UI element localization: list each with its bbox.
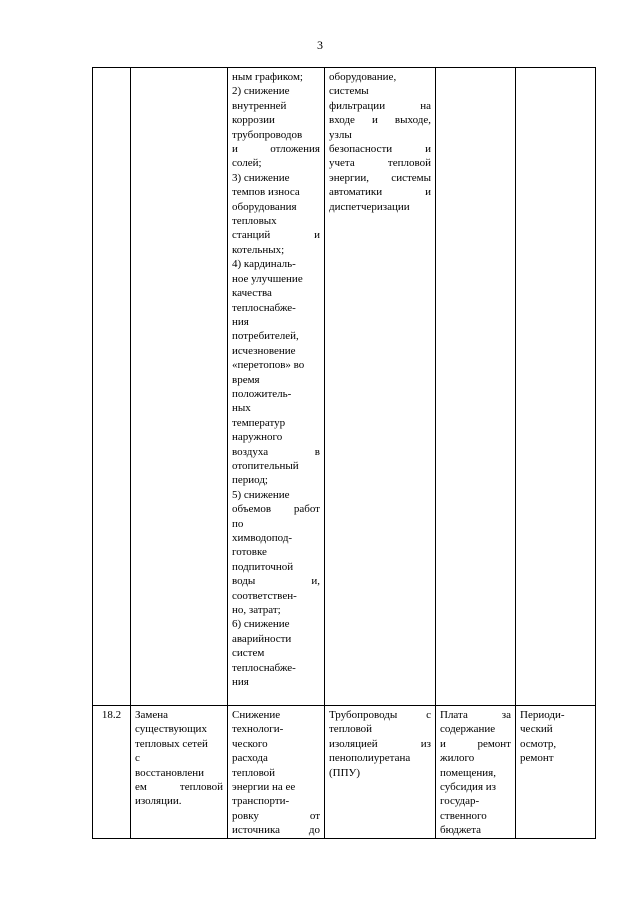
cell-text-line: ным графиком; bbox=[232, 71, 303, 83]
cell-text-line: температур bbox=[232, 416, 286, 429]
cell-text-line: расхода bbox=[232, 752, 268, 765]
cell-text-line: восстановлени bbox=[135, 766, 205, 779]
cell-text-line: систем bbox=[232, 647, 265, 660]
cell-text-line: и отложения bbox=[232, 143, 320, 156]
cell-text-line: внутренней bbox=[232, 99, 287, 112]
cell-text-line: но, затрат; bbox=[232, 604, 281, 617]
row-number-cell: 18.2 bbox=[93, 706, 131, 839]
cell-text-line: теплоснабже- bbox=[232, 661, 296, 674]
cell-text-line: тепловой bbox=[232, 766, 276, 779]
effect-cell bbox=[228, 706, 325, 839]
cell-text-line: воздуха в bbox=[232, 445, 320, 458]
cell-text-line: содержание bbox=[440, 723, 496, 736]
cell-text-line: качества bbox=[232, 287, 272, 300]
cell-text-line: по bbox=[232, 517, 244, 530]
funding-cell bbox=[436, 68, 516, 706]
cell-text-line: Снижение bbox=[232, 709, 281, 721]
cell-text-line: субсидия из bbox=[440, 781, 496, 794]
cell-text-line: Плата за bbox=[440, 709, 511, 721]
cell-text-line: Замена bbox=[135, 709, 169, 721]
maintenance-cell bbox=[516, 68, 596, 706]
cell-text-line: 3) снижение bbox=[232, 171, 290, 184]
funding-cell bbox=[436, 706, 516, 839]
cell-text-line: станций и bbox=[232, 229, 320, 242]
cell-text-line: химводопод- bbox=[232, 532, 293, 544]
cell-text-line: оборудование, bbox=[329, 71, 397, 83]
cell-text-line: потребителей, bbox=[232, 330, 299, 343]
cell-text-line: ческого bbox=[232, 737, 268, 750]
cell-text-line: ния bbox=[232, 315, 249, 328]
effect-cell bbox=[228, 68, 325, 706]
cell-text-line: Периоди- bbox=[520, 709, 565, 721]
cell-text-line: тепловых bbox=[232, 215, 277, 228]
cell-text-line: безопасности и bbox=[329, 143, 431, 156]
cell-text-line: котельных; bbox=[232, 243, 285, 256]
cell-text-line: фильтрации на bbox=[329, 99, 431, 112]
cell-text-line: источника до bbox=[232, 824, 320, 837]
cell-text-line: системы bbox=[329, 85, 369, 98]
page-number: 3 bbox=[317, 38, 323, 52]
cell-text-line: период; bbox=[232, 474, 268, 487]
cell-text-line: с bbox=[135, 752, 140, 765]
cell-text-line: бюджета bbox=[440, 824, 482, 837]
measure-cell bbox=[131, 68, 228, 706]
cell-text-line: ния bbox=[232, 676, 249, 689]
cell-text-line: диспетчеризации bbox=[329, 200, 410, 213]
cell-text-line: воды и, bbox=[232, 575, 320, 588]
cell-text-line: коррозии bbox=[232, 114, 275, 127]
cell-text-line: 5) снижение bbox=[232, 488, 290, 501]
cell-text-line: оборудования bbox=[232, 200, 297, 213]
cell-text-line: исчезновение bbox=[232, 344, 296, 357]
cell-text-line: готовке bbox=[232, 546, 267, 559]
cell-text-line: энергии, системы bbox=[329, 171, 431, 184]
cell-text-line: помещения, bbox=[440, 766, 496, 779]
cell-text-line: ем тепловой bbox=[135, 781, 223, 794]
cell-text-line: учета тепловой bbox=[329, 157, 431, 170]
cell-text-line: пенополиуретана bbox=[329, 752, 411, 765]
cell-text-line: входе и выходе, bbox=[329, 114, 431, 127]
cell-text-line: время bbox=[232, 373, 260, 386]
cell-text-line: (ППУ) bbox=[329, 766, 361, 779]
cell-text-line: ремонт bbox=[520, 752, 554, 765]
cell-text-line: Трубопроводы с bbox=[329, 709, 431, 721]
table-row bbox=[93, 68, 596, 706]
cell-text-line: ровку от bbox=[232, 809, 320, 822]
cell-text-line: тепловой bbox=[329, 723, 373, 736]
cell-text-line: трубопроводов bbox=[232, 128, 303, 141]
equipment-cell bbox=[325, 68, 436, 706]
cell-text-line: теплоснабже- bbox=[232, 301, 296, 314]
cell-text-line: темпов износа bbox=[232, 186, 300, 199]
cell-text-line: транспорти- bbox=[232, 795, 290, 808]
cell-text-line: технологи- bbox=[232, 723, 284, 736]
cell-text-line: 2) снижение bbox=[232, 85, 290, 98]
cell-text-line: «перетопов» во bbox=[232, 359, 305, 372]
cell-text-line: изоляцией из bbox=[329, 737, 431, 750]
table-row bbox=[93, 706, 596, 839]
cell-text-line: и ремонт bbox=[440, 737, 511, 750]
cell-text-line: государ- bbox=[440, 795, 480, 808]
cell-text-line: осмотр, bbox=[520, 737, 557, 750]
cell-text-line: 4) кардиналь- bbox=[232, 258, 296, 271]
cell-text-line: энергии на ее bbox=[232, 781, 296, 794]
cell-text-line: существующих bbox=[135, 723, 207, 736]
cell-text-line: солей; bbox=[232, 157, 262, 170]
cell-text-line: наружного bbox=[232, 431, 283, 444]
cell-text-line: объемов работ bbox=[232, 503, 320, 516]
cell-text-line: 6) снижение bbox=[232, 618, 290, 631]
measure-cell bbox=[131, 706, 228, 839]
cell-text-line: положитель- bbox=[232, 387, 292, 400]
cell-text-line: подпиточной bbox=[232, 560, 294, 573]
cell-text-line: изоляции. bbox=[135, 795, 182, 808]
cell-text-line: узлы bbox=[329, 128, 352, 141]
cell-text-line: ных bbox=[232, 402, 251, 415]
equipment-cell bbox=[325, 706, 436, 839]
cell-text-line: тепловых сетей bbox=[135, 737, 208, 750]
row-number-cell bbox=[93, 68, 131, 706]
cell-text-line: автоматики и bbox=[329, 186, 431, 199]
cell-text-line: ственного bbox=[440, 809, 487, 822]
measures-table bbox=[92, 67, 596, 839]
cell-text-line: ческий bbox=[520, 723, 553, 736]
cell-text-line: отопительный bbox=[232, 459, 299, 472]
cell-text-line: аварийности bbox=[232, 632, 292, 645]
cell-text-line: соответствен- bbox=[232, 589, 297, 602]
maintenance-cell bbox=[516, 706, 596, 839]
cell-text-line: ное улучшение bbox=[232, 272, 303, 285]
cell-text-line: жилого bbox=[440, 752, 475, 765]
